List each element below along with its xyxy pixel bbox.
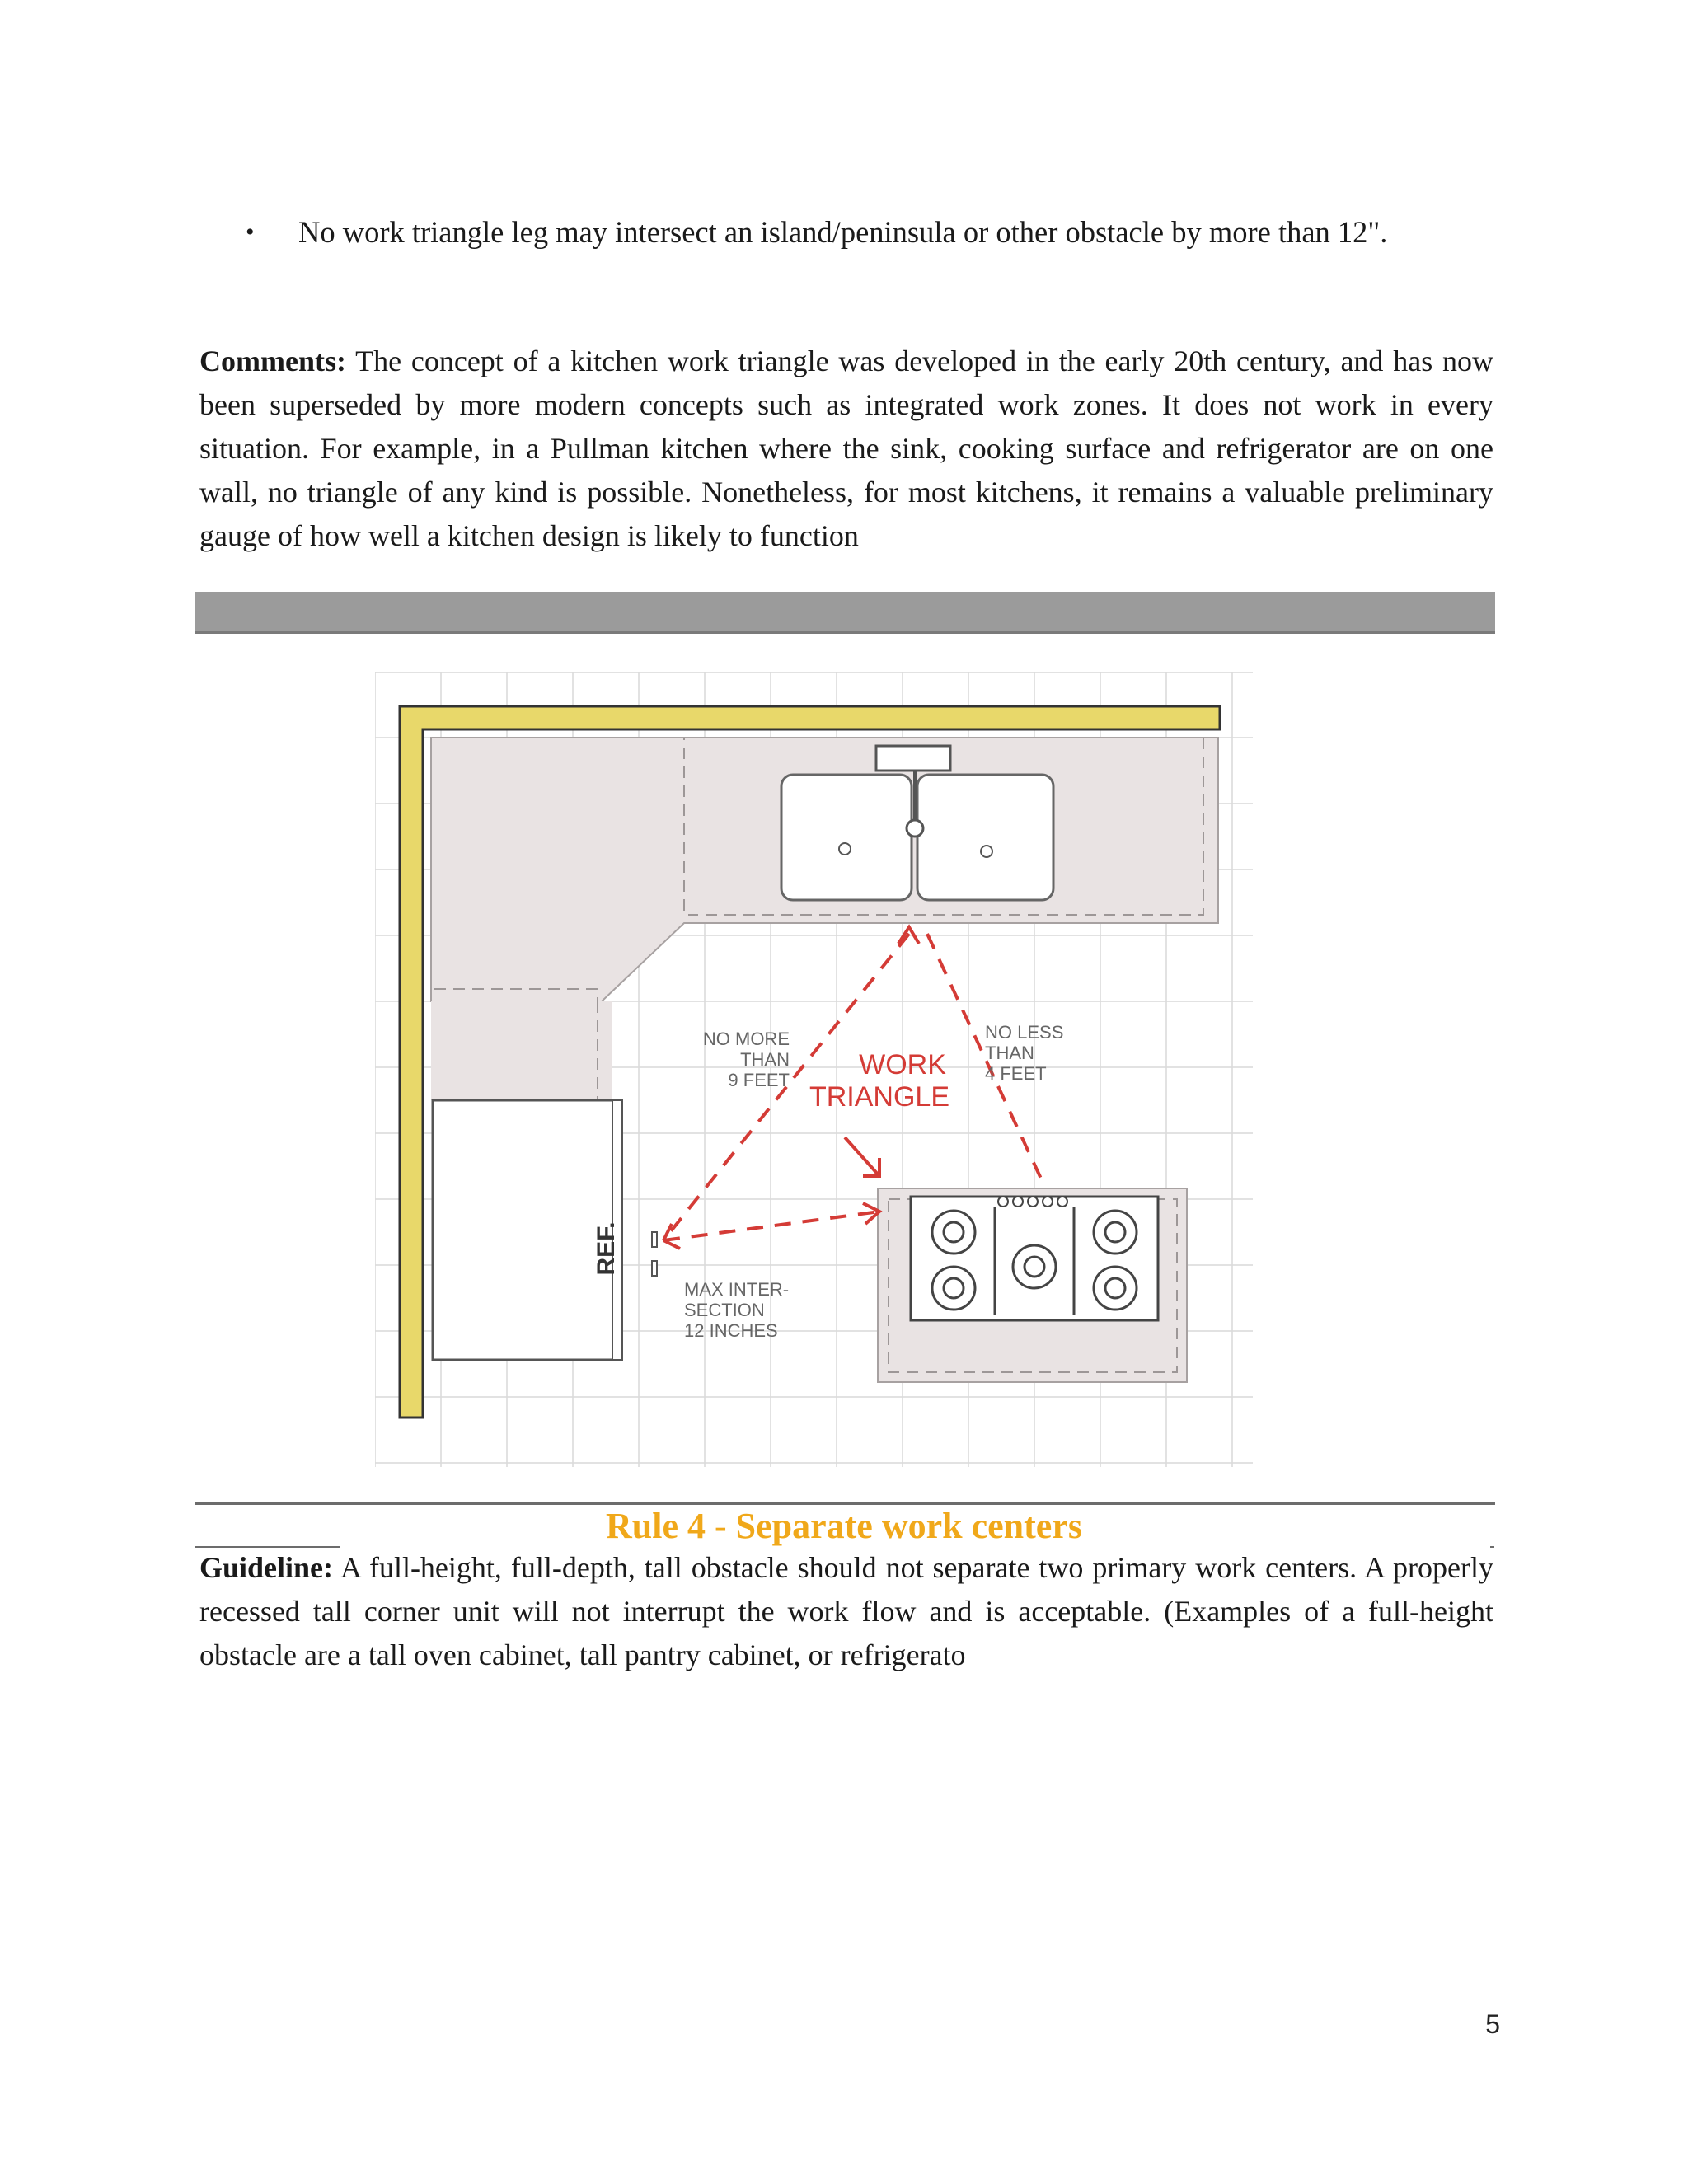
comments-label: Comments:: [199, 344, 346, 377]
no-more-line-2: THAN: [740, 1049, 790, 1070]
guideline-label: Guideline:: [199, 1551, 334, 1584]
guideline-text: A full-height, full-depth, tall obstacle should not separate two primary work centers. A properly recessed tall corner unit will not interrupt the work flow and is acceptable. (Examples of a full-height obstacle are a tall oven cabinet, tall pantry cabinet, or refrigerato: [199, 1551, 1493, 1671]
guideline-paragraph: [199, 1546, 1493, 1677]
ref-label: REF.: [593, 1221, 620, 1276]
work-triangle-figure: [375, 672, 1253, 1467]
max-line-3: 12 INCHES: [684, 1320, 778, 1341]
bullet-text: No work triangle leg may intersect an island/peninsula or other obstacle by more than 12".: [298, 215, 1388, 249]
comments-text: The concept of a kitchen work triangle was developed in the early 20th century, and has now been superseded by more modern concepts such as integrated work zones. It does not work in every situation. For example, in a Pullman kitchen where the sink, cooking surface and refrigerator are on one wall, no triangle of any kind is possible. Nonetheless, for most kitchens, it remains a valuable preliminary gauge of how well a kitchen design is likely to function: [199, 344, 1493, 552]
rule-heading: Rule 4 - Separate work centers: [606, 1506, 1082, 1546]
page-number: 5: [1485, 2009, 1500, 2039]
max-line-1: MAX INTER-: [684, 1279, 790, 1300]
no-more-line-3: 9 FEET: [728, 1070, 790, 1090]
bullet-symbol: •: [246, 218, 255, 246]
comments-paragraph: [199, 340, 1493, 558]
cooktop-island: [878, 1188, 1187, 1382]
no-more-line-1: NO MORE: [702, 1029, 790, 1049]
no-less-line-1: NO LESS: [985, 1022, 1064, 1043]
max-line-2: SECTION: [684, 1300, 765, 1320]
no-less-line-2: THAN: [985, 1043, 1034, 1063]
work-label: WORK: [859, 1049, 946, 1080]
section-divider-bar: [195, 592, 1495, 634]
triangle-label: TRIANGLE: [809, 1081, 950, 1113]
no-less-line-3: 4 FEET: [985, 1063, 1047, 1084]
